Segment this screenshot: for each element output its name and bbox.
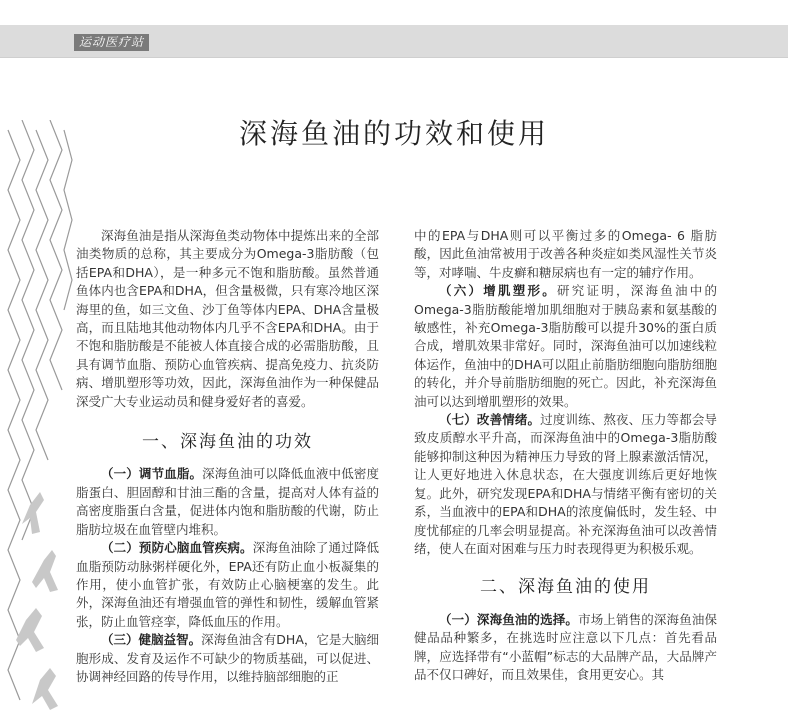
page-title: 深海鱼油的功效和使用 — [238, 117, 549, 150]
left-column — [76, 227, 379, 686]
benefit-item-1 — [76, 465, 379, 539]
benefit-item-3 — [76, 631, 379, 686]
usage-item-1-text: 市场上销售的深海鱼油保健品品种繁多，在挑选时应注意以下几点：首先看品牌，应选择带有“小蓝帽”标志的大品牌产品，大品牌产品不仅口碑好，而且效果佳，食用更安心。其 — [414, 611, 717, 682]
section-tag: 运动医疗站 — [74, 34, 149, 51]
right-column — [414, 227, 717, 684]
benefit-item-6-label: （六）增肌塑形。 — [439, 283, 557, 299]
section-heading-usage: 二、深海鱼油的使用 — [480, 577, 651, 598]
benefit-item-7 — [414, 411, 717, 558]
continuation-paragraph: 中的EPA与DHA则可以平衡过多的Omega- 6 脂肪酸，因此鱼油常被用于改善各种炎症如类风湿性关节炎等，对哮喘、牛皮癣和糖尿病也有一定的辅疗作用。 — [414, 228, 717, 280]
benefit-item-1-label: （一）调节血脂。 — [101, 466, 203, 482]
benefit-item-2 — [76, 539, 379, 631]
usage-item-1 — [414, 611, 717, 685]
benefit-item-6-text: 研究证明，深海鱼油中的Omega-3脂肪酸能增加肌细胞对于胰岛素和氨基酸的敏感性，补充Omega-3脂肪酸可以提升30%的蛋白质合成，增肌效果非常好。同时，深海鱼油可以加速线粒体运作，鱼油中的DHA可以阻止前脂肪细胞向脂肪细胞的转化，并介导前脂肪细胞的死亡。因此，补充深海鱼油可以达到增肌塑形的效果。 — [414, 283, 717, 409]
benefit-item-7-label: （七）改善情绪。 — [439, 412, 541, 428]
benefit-item-1-text: 深海鱼油可以降低血液中低密度脂蛋白、胆固醇和甘油三酯的含量，提高对人体有益的高密度脂蛋白含量，促进体内饱和脂肪酸的代谢，防止脂肪垃圾在血管壁内堆积。 — [76, 466, 379, 537]
benefit-item-3-text: 深海鱼油含有DHA，它是大脑细胞形成、发育及运作不可缺少的物质基础，可以促进、协调神经回路的传导作用，以维持脑部细胞的正 — [76, 632, 379, 684]
benefit-item-6 — [414, 282, 717, 411]
decorative-side-art — [0, 120, 78, 713]
usage-item-1-label: （一）深海鱼油的选择。 — [439, 611, 579, 627]
intro-paragraph: 深海鱼油是指从深海鱼类动物体中提炼出来的全部油类物质的总称，其主要成分为Omega-3脂肪酸（包括EPA和DHA），是一种多元不饱和脂肪酸。虽然普通鱼体内也含EPA和DHA，但含量极微，只有寒冷地区深海里的鱼，如三文鱼、沙丁鱼等体内EPA、DHA含量极高，而且陆地其他动物体内几乎不含EPA和DHA。由于不饱和脂肪酸是不能被人体直接合成的必需脂肪酸，且具有调节血脂、预防心血管疾病、提高免疫力、抗炎防病、增肌塑形等功效，因此，深海鱼油作为一种保健品深受广大专业运动员和健身爱好者的喜爱。 — [76, 228, 379, 409]
benefit-item-7-text: 过度训练、熬夜、压力等都会导致皮质醇水平升高，而深海鱼油中的Omega-3脂肪酸能够抑制这种因为精神压力导致的肾上腺素激活情况，让人更好地进入休息状态，在大强度训练后更好地恢复。此外，研究发现EPA和DHA与情绪平衡有密切的关系，当血液中的EPA和DHA的浓度偏低时，发生轻、中度忧郁症的几率会明显提高。补充深海鱼油可以改善情绪，使人在面对困难与压力时表现得更为积极乐观。 — [414, 412, 717, 556]
section-heading-benefits: 一、深海鱼油的功效 — [142, 432, 313, 453]
benefit-item-2-text: 深海鱼油除了通过降低血脂预防动脉粥样硬化外，EPA还有防止血小板凝集的作用，使小血管扩张，有效防止心脑梗塞的发生。此外，深海鱼油还有增强血管的弹性和韧性，缓解血管紧张，防止血管痉挛，降低血压的作用。 — [76, 540, 379, 629]
benefit-item-3-label: （三）健脑益智。 — [101, 632, 202, 648]
benefit-item-2-label: （二）预防心脑血管疾病。 — [101, 540, 253, 556]
